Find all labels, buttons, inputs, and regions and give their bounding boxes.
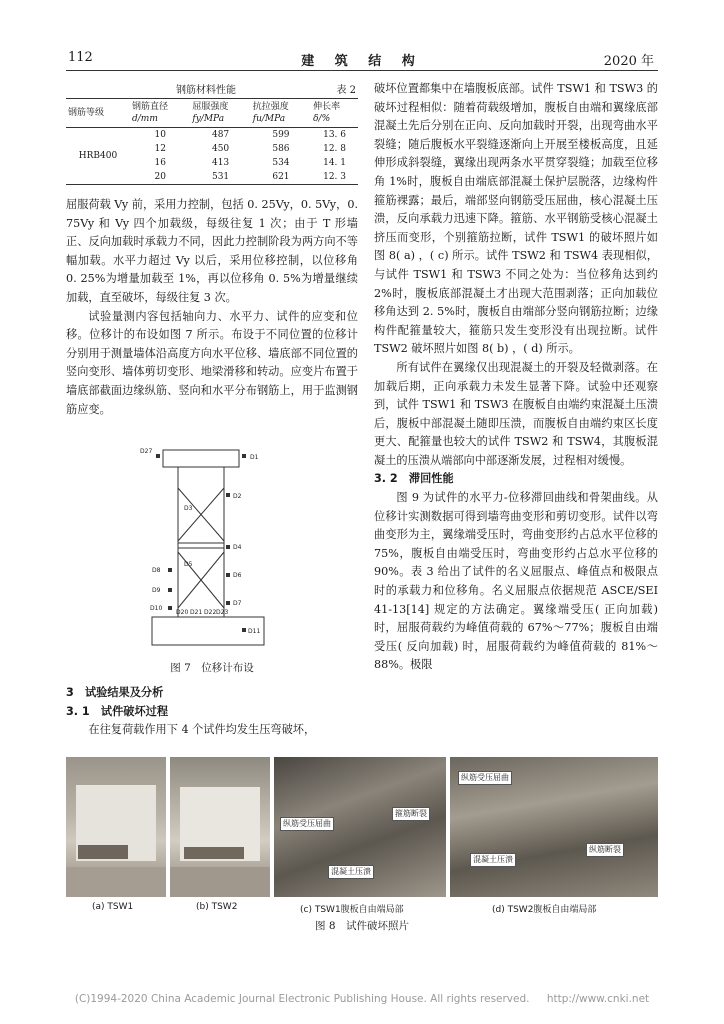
photo-tsw1-detail — [274, 757, 446, 897]
table-cell: 20 — [130, 170, 190, 185]
journal-title: 建 筑 结 构 — [301, 54, 423, 69]
crushed-zone — [184, 847, 244, 859]
gauge-label: D2 — [233, 493, 242, 500]
table2-title: 钢筋材料性能 — [176, 85, 236, 96]
paragraph: 图 9 为试件的水平力-位移滞回曲线和骨架曲线。从位移计实测数据可得到墙弯曲变形和剪切变形。试件以弯曲变形为主，翼缘端受压时，弯曲变形约占总水平位移的 75%，腹板自由端受压时，弯曲变形约占总水平位移的 90%。表 3 给出了试件的名义屈服点、峰值点和极限点时的承载力和位移角。名义屈服点依据规范 ASCE/SEI 41-13[14] 规定的方法确定。翼缘端受压( 正向加载) 时，屈服荷载约为峰值荷载的 67%～77%；腹板自由端受压( 反向加载) 时，屈服荷载约为峰值荷载的 81%～88%。极限 — [374, 491, 658, 672]
right-column — [374, 80, 658, 675]
left-text-block — [66, 196, 358, 419]
gauge-label: D22 — [204, 609, 217, 616]
left-section-block — [66, 684, 358, 740]
page-number: 112 — [68, 50, 93, 65]
annotation: 纵筋断裂 — [586, 843, 624, 857]
table-cell: 586 — [272, 144, 290, 154]
table2-label: 表 2 — [336, 85, 356, 96]
section-heading: 3 试验结果及分析 — [66, 686, 164, 699]
table2-header: 钢筋等级 — [66, 99, 130, 128]
copyright-footer — [0, 993, 724, 1005]
gauge-label: D23 — [216, 609, 229, 616]
gauge-marker — [168, 568, 172, 572]
gauge-marker — [226, 545, 230, 549]
table2-header: 伸长率 δ/% — [311, 99, 358, 128]
fig7-displacement-layout — [138, 448, 278, 653]
gauge-label: D9 — [152, 587, 161, 594]
annotation: 混凝土压溃 — [328, 865, 374, 879]
table-cell: 16 — [154, 158, 166, 168]
gauge-label: D6 — [233, 572, 242, 579]
gauge-label: D3 — [184, 505, 193, 512]
table2-grade: HRB400 — [66, 128, 130, 185]
gauge-label: D11 — [248, 628, 261, 635]
header-rule — [66, 70, 658, 71]
gauge-marker — [242, 454, 246, 458]
copyright-text: (C)1994-2020 China Academic Journal Electronic Publishing House. All rights reserved. — [74, 993, 530, 1005]
table-cell: 12. 3 — [311, 170, 358, 185]
gauge-label: D7 — [233, 600, 242, 607]
table2-header: 钢筋直径 d/mm — [130, 99, 190, 128]
loading-beam — [163, 450, 239, 467]
table2 — [66, 98, 358, 185]
table2-header: 抗拉强度 fu/MPa — [251, 99, 311, 128]
foundation-beam — [170, 867, 270, 897]
wall-elevation — [178, 467, 224, 617]
fig8-sublabel-c: (c) TSW1腹板自由端局部 — [300, 905, 404, 915]
paragraph: 屈服荷载 Vy 前，采用力控制，包括 0. 25Vy，0. 5Vy，0. 75Vy 和 Vy 四个加载级，每级往复 1 次；由于 T 形墙正、反向加载时承载力不同，因此力控制阶段为两方向不等幅加载。水平力超过 Vy 以后，采用位移控制，以位移角 0. 25%为增量加载至 1%，再以位移角 0. 5%为增量继续加载，直至破坏，每级往复 3 次。 — [66, 198, 358, 304]
crushed-zone — [78, 845, 128, 859]
gauge-label: D27 — [140, 448, 153, 455]
gauge-label: D20 — [176, 609, 189, 616]
annotation: 箍筋断裂 — [392, 807, 430, 821]
table-cell: 12 — [154, 144, 166, 154]
gauge-marker — [156, 454, 160, 458]
photo-tsw1 — [66, 757, 166, 897]
photo-tsw2-detail — [450, 757, 658, 897]
table-cell: 599 — [272, 130, 290, 140]
table2-header: 屈服强度 fy/MPa — [190, 99, 250, 128]
paragraph: 试验量测内容包括轴向力、水平力、试件的应变和位移。位移计的布设如图 7 所示。布设于不同位置的位移计分别用于测量墙体沿高度方向水平位移、墙底部不同位置的竖向变形、墙体剪切变形、地梁滑移和转动。应变片布置于墙底部截面边缘纵筋、竖向和水平分布钢筋上，用于监测钢筋应变。 — [66, 309, 358, 416]
table-cell: 10 — [154, 130, 166, 140]
table-cell: 534 — [272, 158, 290, 168]
paragraph: 所有试件在翼缘仅出现混凝土的开裂及轻微剥落。在加载后期，正向承载力未发生显著下降。试验中还观察到，试件 TSW1 和 TSW3 在腹板自由端约束混凝土压溃后，腹板中部混凝土随即压溃，而腹板自由端约束区长度更大、配箍量也较大的试件 TSW2 和 TSW4，其腹板混凝土的压溃从端部向中部逐渐发展，过程相对缓慢。 — [374, 360, 658, 467]
fig8-sublabel-a: (a) TSW1 — [92, 902, 134, 912]
table-cell: 12. 8 — [323, 144, 347, 154]
table-row — [66, 128, 358, 143]
paragraph: 在往复荷载作用下 4 个试件均发生压弯破坏， — [88, 723, 316, 737]
gauge-marker — [226, 573, 230, 577]
gauge-marker — [168, 606, 172, 610]
table-cell: 13. 6 — [323, 130, 347, 140]
fig8-sublabel-d: (d) TSW2腹板自由端局部 — [492, 905, 597, 915]
foundation-beam — [66, 867, 166, 897]
annotation: 纵筋受压屈曲 — [458, 771, 512, 785]
table-cell: 621 — [251, 170, 311, 185]
gauge-label: D4 — [233, 544, 242, 551]
left-column — [66, 82, 358, 185]
fig8-caption: 图 8 试件破坏照片 — [314, 920, 410, 932]
subsection-heading: 3. 1 试件破坏过程 — [66, 704, 169, 718]
gauge-marker — [226, 601, 230, 605]
fig7-caption: 图 7 位移计布设 — [170, 662, 254, 674]
paragraph: 破坏位置都集中在墙腹板底部。试件 TSW1 和 TSW3 的破坏过程相似：随着荷载级增加，腹板自由端和翼缘底部混凝土先后分别在正向、反向加载时开裂，出现弯曲水平裂缝；随后腹板水平裂缝逐渐向上开展至楼板高度，且延伸形成斜裂缝，翼缘出现两条水平贯穿裂缝；加载至位移角 1%时，腹板自由端底部混凝土保护层脱落，边缘构件箍筋裸露；最后，端部竖向钢筋受压屈曲，核心混凝土压溃，反向承载力迅速下降。箍筋、水平钢筋受核心混凝土挤压而变形，个别箍筋拉断，试件 TSW1 的破坏照片如图 8( a) ，( c) 所示。试件 TSW2 和 TSW4 表现相似，与试件 TSW1 和 TSW3 不同之处为：当位移角达到约 2%时，腹板底部混凝土才出现大范围剥落；正向加载位移角达到 2. 5%时，腹板自由端部分竖向钢筋拉断；边缘构件配箍量较大，箍筋只发生变形没有出现拉断。试件 TSW2 破坏照片如图 8( b) ，( d) 所示。 — [374, 82, 658, 356]
table-cell: 14. 1 — [323, 158, 347, 168]
gauge-label: D5 — [184, 561, 193, 568]
year: 2020 年 — [603, 54, 654, 69]
annotation: 混凝土压溃 — [470, 853, 516, 867]
table-cell: 413 — [211, 158, 230, 168]
table-cell: 531 — [190, 170, 250, 185]
table2-header-row — [66, 99, 358, 128]
gauge-label: D10 — [150, 605, 163, 612]
gauge-label: D21 — [190, 609, 203, 616]
gauge-marker — [242, 628, 246, 632]
gauge-label: D8 — [152, 567, 161, 574]
gauge-marker — [226, 493, 230, 497]
table-cell: 487 — [211, 130, 230, 140]
annotation: 纵筋受压屈曲 — [280, 817, 334, 831]
table-cell: 450 — [211, 144, 230, 154]
photo-tsw2 — [170, 757, 270, 897]
table2-title-row — [66, 82, 358, 98]
gauge-label: D1 — [250, 454, 259, 461]
fig8-sublabel-b: (b) TSW2 — [196, 902, 238, 912]
footer-url: http://www.cnki.net — [546, 993, 650, 1005]
gauge-marker — [168, 588, 172, 592]
subsection-heading: 3. 2 滞回性能 — [374, 472, 454, 486]
